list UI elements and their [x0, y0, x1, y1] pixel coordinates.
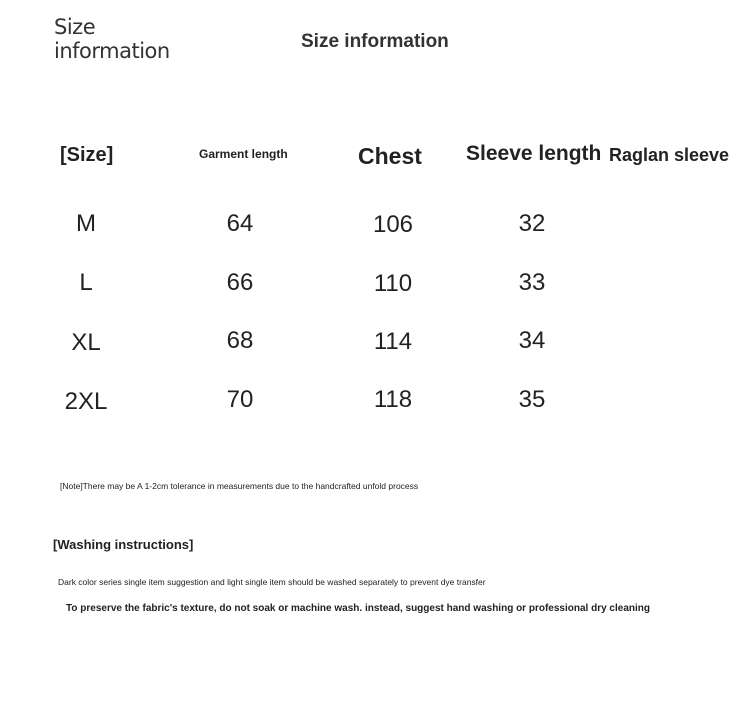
- cell-size-2xl: 2XL: [64, 388, 108, 415]
- cell-size-m: M: [76, 210, 96, 237]
- tolerance-note: [Note]There may be A 1-2cm tolerance in measurements due to the handcrafted unfold process: [60, 481, 419, 491]
- page-title: Size information: [301, 31, 449, 52]
- cell-size-xl: XL: [71, 329, 101, 356]
- cell-chest-xl: 114: [373, 328, 413, 355]
- cell-chest-2xl: 118: [373, 386, 413, 413]
- logo-text: [54, 15, 170, 63]
- cell-size-l: L: [79, 269, 93, 296]
- column-header-garment-length: Garment length: [199, 147, 288, 161]
- cell-garment-length-l: 66: [226, 269, 254, 296]
- logo-line-1: Size: [54, 15, 96, 39]
- cell-sleeve-length-m: 32: [518, 210, 546, 237]
- cell-garment-length-xl: 68: [226, 327, 254, 354]
- column-header-size: [Size]: [60, 144, 114, 166]
- cell-sleeve-length-l: 33: [518, 269, 546, 296]
- washing-line-2: To preserve the fabric's texture, do not soak or machine wash. instead, suggest hand washing or professional dry cleaning: [66, 603, 650, 614]
- column-header-chest: Chest: [358, 143, 422, 169]
- cell-sleeve-length-2xl: 35: [518, 386, 546, 413]
- column-header-raglan-sleeve: Raglan sleeve: [609, 145, 730, 165]
- logo-line-2: information: [54, 39, 170, 63]
- cell-sleeve-length-xl: 34: [518, 327, 546, 354]
- cell-chest-l: 110: [373, 270, 413, 297]
- washing-line-1: Dark color series single item suggestion and light single item should be washed separately to prevent dye transfer: [58, 577, 486, 587]
- column-header-sleeve-length: Sleeve length: [466, 142, 602, 165]
- cell-garment-length-2xl: 70: [226, 386, 254, 413]
- cell-garment-length-m: 64: [226, 210, 254, 237]
- cell-chest-m: 106: [372, 211, 414, 238]
- washing-title: [Washing instructions]: [53, 537, 194, 552]
